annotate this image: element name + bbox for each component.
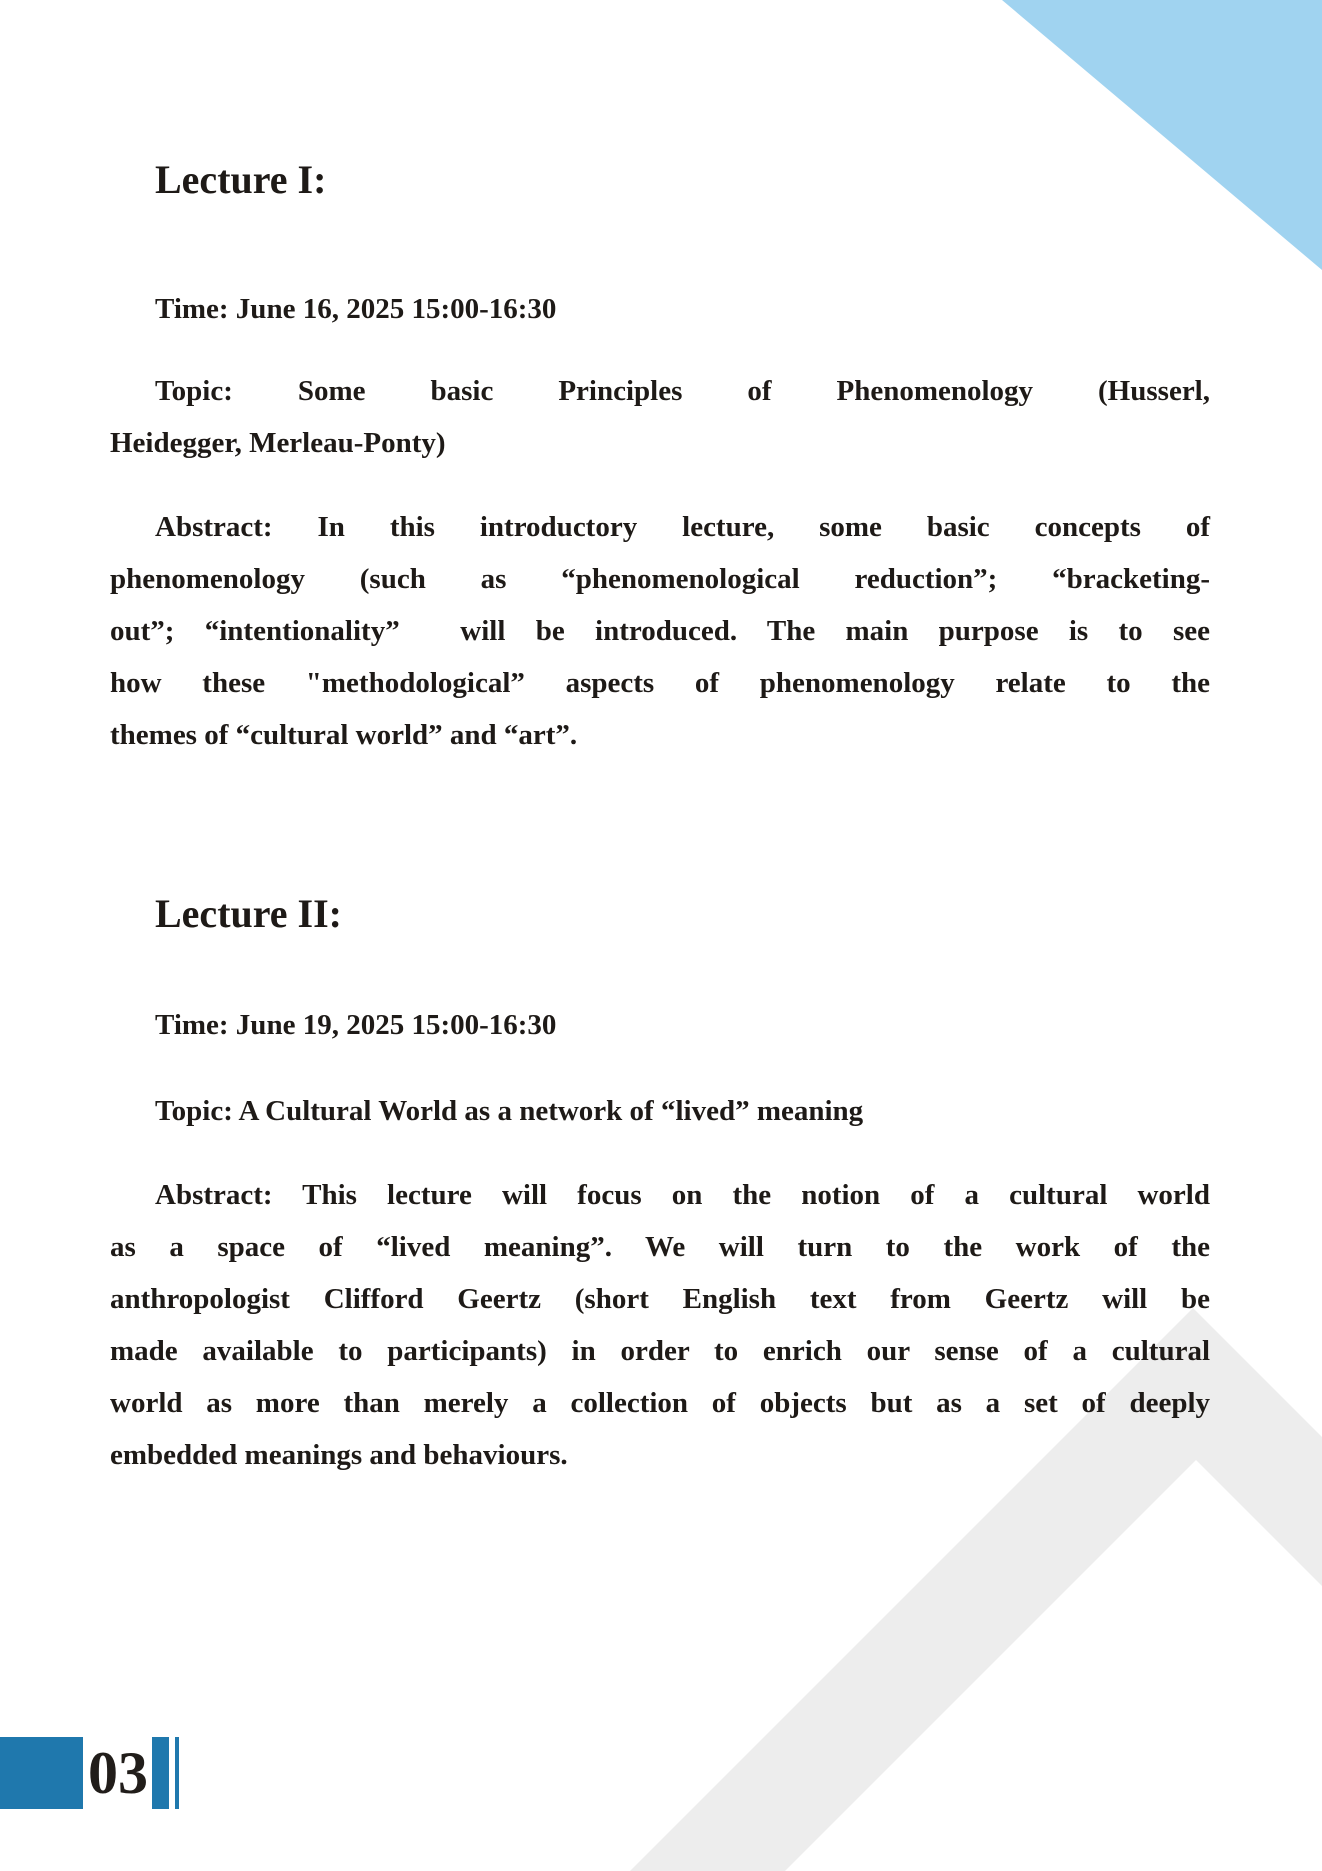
paragraph-line: how these "methodological” aspects of phenomenology relate to the <box>110 667 1210 699</box>
paragraph-line: world as more than merely a collection of objects but as a set of deeply <box>110 1387 1210 1419</box>
lecture-1-abstract <box>110 501 1210 761</box>
paragraph-line: Topic: Some basic Principles of Phenomenology (Husserl, <box>155 375 1210 407</box>
paragraph-line: phenomenology (such as “phenomenological reduction”; “bracketing- <box>110 563 1210 595</box>
lecture-1-time <box>110 283 1210 335</box>
paragraph-line: themes of “cultural world” and “art”. <box>110 719 578 751</box>
paragraph-line: anthropologist Clifford Geertz (short English text from Geertz will be <box>110 1283 1210 1315</box>
footer-accent-bar <box>152 1737 169 1809</box>
paragraph-line: Abstract: This lecture will focus on the notion of a cultural world <box>155 1179 1210 1211</box>
lecture-2-time-text: Time: June 19, 2025 15:00-16:30 <box>155 1009 557 1041</box>
paragraph-line: out”; “intentionality” will be introduced. The main purpose is to see <box>110 615 1210 647</box>
lecture-2-topic <box>110 1085 1210 1137</box>
lecture-2-section <box>110 889 1210 1481</box>
paragraph-line: embedded meanings and behaviours. <box>110 1439 568 1471</box>
lecture-1-section <box>110 155 1210 761</box>
paragraph-line: Heidegger, Merleau-Ponty) <box>110 427 446 459</box>
footer-accent-line <box>175 1737 179 1809</box>
paragraph-line: Topic: A Cultural World as a network of “lived” meaning <box>155 1095 864 1127</box>
lecture-2-title: Lecture II: <box>155 891 342 936</box>
paragraph-line: Abstract: In this introductory lecture, some basic concepts of <box>155 511 1210 543</box>
lecture-1-title: Lecture I: <box>155 157 327 202</box>
page-number: 03 <box>88 1740 148 1806</box>
lecture-2-abstract <box>110 1169 1210 1481</box>
lecture-2-time <box>110 999 1210 1051</box>
footer-accent-block <box>0 1737 83 1809</box>
paragraph-line: as a space of “lived meaning”. We will turn to the work of the <box>110 1231 1210 1263</box>
page-content <box>110 0 1210 1481</box>
lecture-1-time-text: Time: June 16, 2025 15:00-16:30 <box>155 293 557 325</box>
lecture-1-topic <box>110 365 1210 469</box>
paragraph-line: made available to participants) in order to enrich our sense of a cultural <box>110 1335 1210 1367</box>
